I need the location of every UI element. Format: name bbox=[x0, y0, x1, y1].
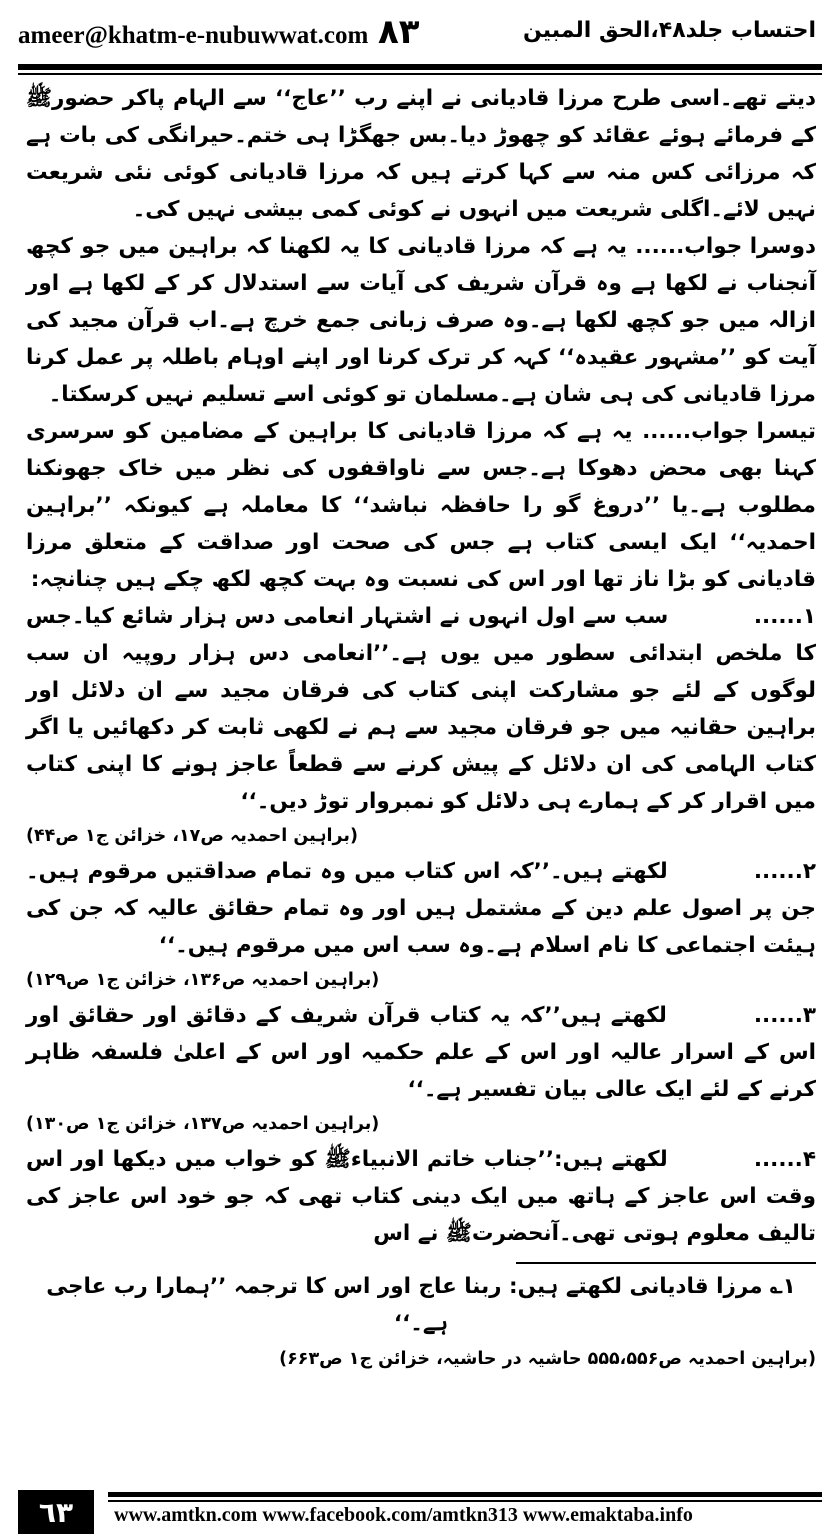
item-3-text: لکھتے ہیں’’کہ یہ کتاب قرآن شریف کے دقائق اور حقائق اور اس کے اسرار عالیہ اور اس کے علم حکمیہ اور اس کے اعلیٰ فلسفہ ظاہر کرنے کے لئے ایک عالی بیان تفسیر ہے۔‘‘ bbox=[26, 1003, 816, 1102]
second-answer-label: دوسرا جواب...... bbox=[635, 234, 816, 259]
item-1-text: سب سے اول انہوں نے اشتہار انعامی دس ہزار شائع کیا۔جس کا ملخص ابتدائی سطور میں یوں ہے۔’’انعامی دس ہزار روپیہ ان سب لوگوں کے لئے جو مشارکت اپنی کتاب کی فرقان مجید سے ان دلائل اور براہین حقانیہ میں جو فرقان مجید سے ہم نے لکھی ثابت کر دکھائیں یا اگر کتاب الہامی کی ان دلائل کے پیش کرنے سے قطعاً عاجز ہونے کا اپنی کتاب میں اقرار کر کے ہمارے ہی دلائل کو نمبروار توڑ دیں۔‘‘ bbox=[26, 604, 816, 814]
third-answer-label: تیسرا جواب...... bbox=[642, 419, 816, 444]
header-rule-thick bbox=[18, 64, 822, 70]
item-3 bbox=[26, 997, 816, 1108]
footnote-reference: (براہین احمدیہ ص۵۵۵،۵۵۶ حاشیہ در حاشیہ، خزائن ج۱ ص۶۶۳) bbox=[279, 1349, 816, 1369]
footer-rule-thick bbox=[108, 1492, 822, 1497]
item-1 bbox=[26, 598, 816, 820]
item-2-reference: (براہین احمدیہ ص۱۳۶، خزائن ج۱ ص۱۲۹) bbox=[26, 970, 380, 990]
header-page-number: ٨٣ bbox=[378, 12, 420, 52]
footer-rule-thin bbox=[108, 1500, 822, 1502]
page-footer bbox=[18, 1490, 822, 1536]
paragraph-2 bbox=[26, 228, 816, 413]
item-1-label: ۱...... bbox=[753, 604, 816, 629]
footer-links[interactable]: www.amtkn.com www.facebook.com/amtkn313 www.emaktaba.info bbox=[114, 1504, 693, 1526]
second-answer-text: یہ ہے کہ مرزا قادیانی کا یہ لکھنا کہ براہین میں جو کچھ آنجناب نے لکھا ہے وہ قرآن شریف کی آیات سے استدلال کر کے لکھا ہے اور ازالہ میں جو کچھ لکھا ہے۔وہ صرف زبانی جمع خرچ ہے۔اب قرآن مجید کی آیت کو ’’مشہور عقیدہ‘‘ کہہ کر ترک کرنا اور اپنے اوہام باطلہ پر عمل کرنا مرزا قادیانی کی ہی شان ہے۔مسلمان تو کوئی اسے تسلیم نہیں کرسکتا۔ bbox=[26, 234, 816, 407]
header-email: ameer@khatm-e-nubuwwat.com bbox=[18, 22, 369, 49]
item-4 bbox=[26, 1141, 816, 1252]
footnote: ۱؎ مرزا قادیانی لکھتے ہیں: ربنا عاج اور اس کا ترجمہ ’’ہمارا رب عاجی ہے۔‘‘ bbox=[46, 1274, 796, 1336]
item-3-reference: (براہین احمدیہ ص۱۳۷، خزائن ج۱ ص۱۳۰) bbox=[26, 1114, 380, 1134]
paragraph-1: دیتے تھے۔اسی طرح مرزا قادیانی نے اپنے رب ’’عاج‘‘ سے الہام پاکر حضورﷺ کے فرمائے ہوئے عقائد کو چھوڑ دیا۔بس جھگڑا ہی ختم۔حیرانگی کی بات ہے کہ مرزائی کس منہ سے کہا کرتے ہیں کہ مرزا قادیانی کوئی نئی شریعت نہیں لائے۔اگلی شریعت میں انہوں نے کوئی کمی بیشی نہیں کی۔ bbox=[26, 86, 816, 222]
item-2 bbox=[26, 853, 816, 964]
header-rule-thin bbox=[18, 73, 822, 75]
item-4-text: لکھتے ہیں:’’جناب خاتم الانبیاءﷺ کو خواب میں دیکھا اور اس وقت اس عاجز کے ہاتھ میں ایک دینی کتاب تھی کہ جو خود اس عاجز کی تالیف معلوم ہوتی تھی۔آنحضرتﷺ نے اس bbox=[26, 1147, 816, 1246]
footer-page-number: ٦٣ bbox=[18, 1490, 94, 1534]
item-1-reference: (براہین احمدیہ ص۱۷، خزائن ج۱ ص۴۴) bbox=[26, 826, 358, 846]
item-2-text: لکھتے ہیں۔’’کہ اس کتاب میں وہ تمام صداقتیں مرقوم ہیں۔جن پر اصول علم دین کے مشتمل ہیں اور وہ تمام حقائق عالیہ کہ جن کی ہیئت اجتماعی کا نام اسلام ہے۔وہ سب اس میں مرقوم ہیں۔‘‘ bbox=[26, 859, 816, 958]
main-text bbox=[26, 80, 816, 1376]
third-answer-text: یہ ہے کہ مرزا قادیانی کا براہین کے مضامین کو سرسری کہنا بھی محض دھوکا ہے۔جس سے ناواقفوں کی نظر میں خاک جھونکنا مطلوب ہے۔یا ’’دروغ گو را حافظہ نباشد‘‘ کا معاملہ ہے کیونکہ ’’براہین احمدیہ‘‘ ایک ایسی کتاب ہے جس کی صحت اور صداقت کے متعلق مرزا قادیانی کو بڑا ناز تھا اور اس کی نسبت وہ بہت کچھ لکھ چکے ہیں چنانچہ: bbox=[26, 419, 816, 592]
item-2-label: ۲...... bbox=[753, 859, 816, 884]
item-3-label: ۳...... bbox=[753, 1003, 816, 1028]
page-header bbox=[18, 8, 822, 66]
paragraph-3 bbox=[26, 413, 816, 598]
item-4-label: ۴...... bbox=[753, 1147, 816, 1172]
footnote-divider bbox=[516, 1262, 816, 1264]
running-title: احتساب جلد۴۸،الحق المبین bbox=[522, 18, 816, 43]
